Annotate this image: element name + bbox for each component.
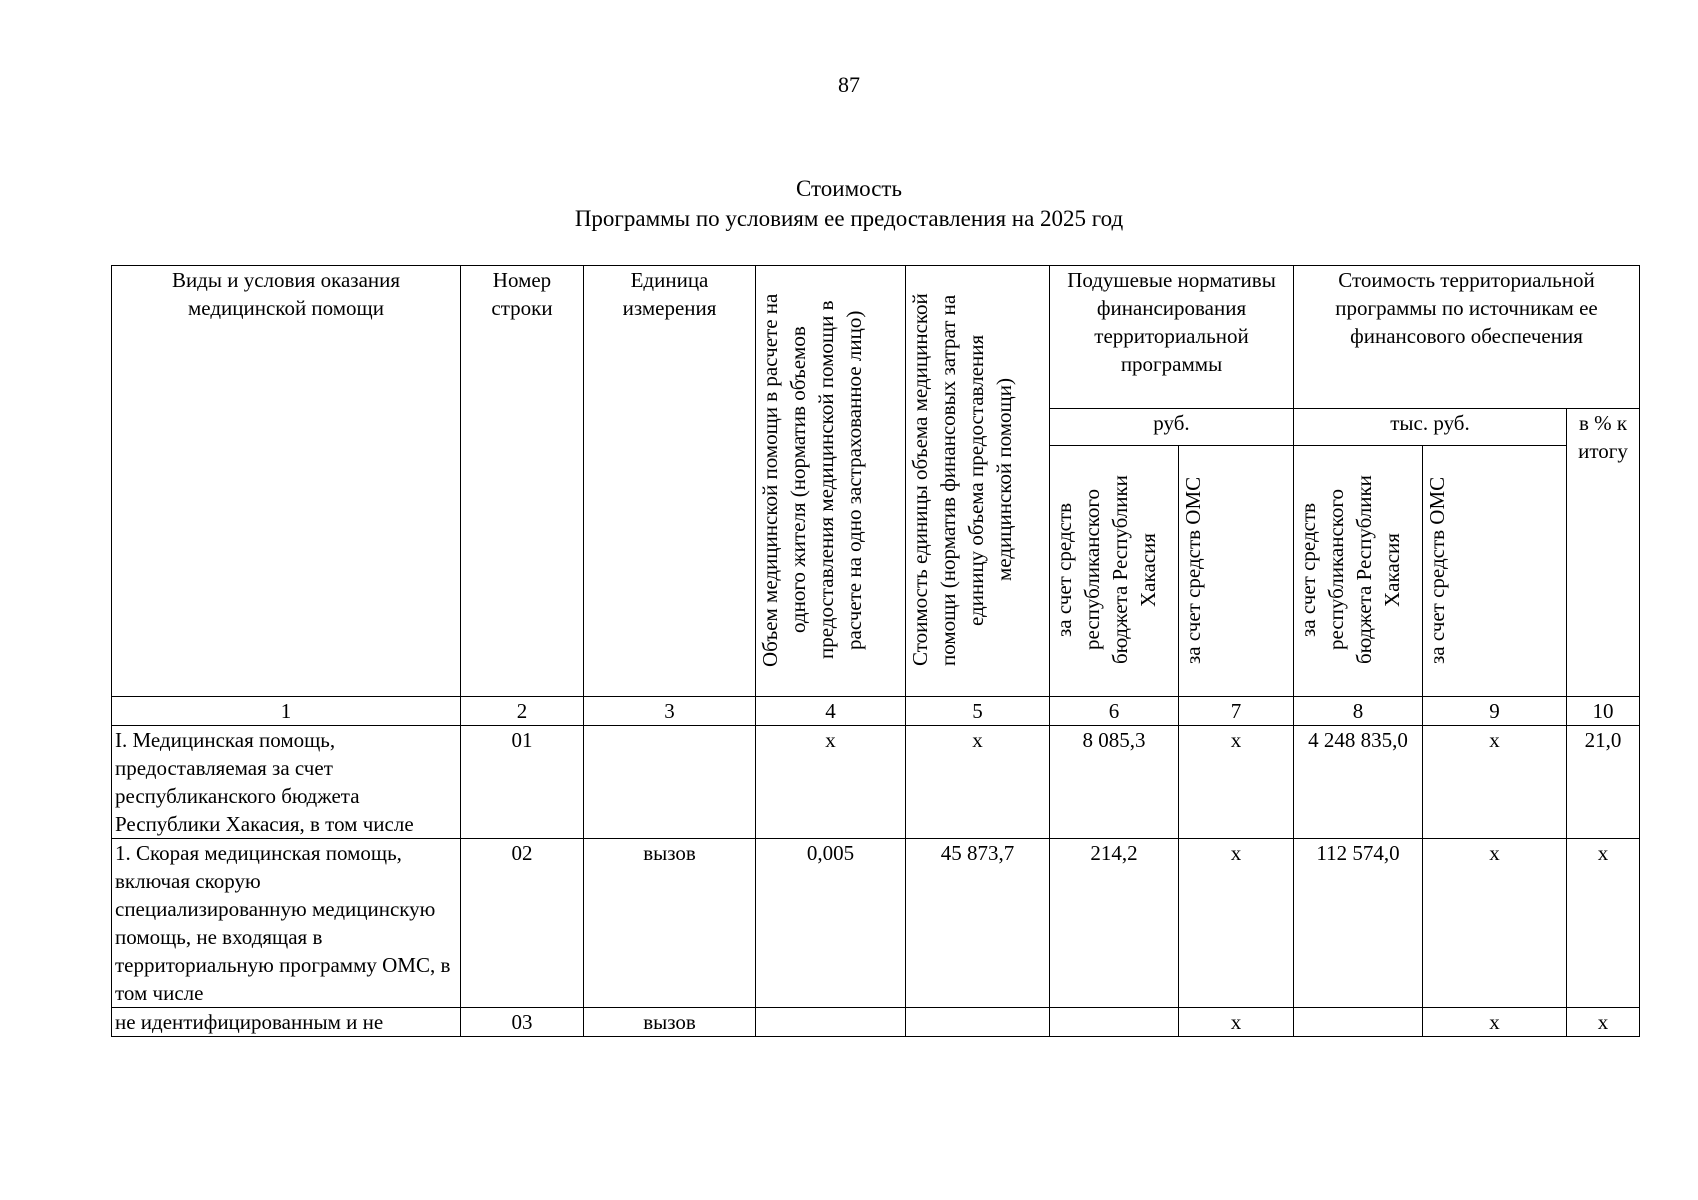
header-group-per-capita: Подушевые нормативы финансирования территориальной программы	[1050, 266, 1294, 409]
header-col8-text: за счет средств республиканского бюджета Республики Хакасия	[1296, 475, 1404, 665]
row-cost-oms: х	[1423, 839, 1567, 1008]
row-per-capita-budget: 214,2	[1050, 839, 1179, 1008]
column-number: 7	[1179, 697, 1294, 726]
row-per-capita-oms: х	[1179, 726, 1294, 839]
row-per-capita-oms: х	[1179, 1008, 1294, 1037]
cost-table	[111, 265, 1640, 1037]
row-description: 1. Скорая медицинская помощь, включая скорую специализированную медицинскую помощь, не входящая в территориальную программу ОМС, в том числе	[112, 839, 461, 1008]
row-unit: вызов	[584, 839, 756, 1008]
row-percent: 21,0	[1567, 726, 1640, 839]
header-percent-of-total: в % к итогу	[1567, 409, 1640, 697]
header-col4	[756, 266, 906, 697]
header-group-cost: Стоимость территориальной программы по источникам ее финансового обеспечения	[1294, 266, 1640, 409]
row-number: 03	[461, 1008, 584, 1037]
row-cost-budget: 4 248 835,0	[1294, 726, 1423, 839]
header-col7-text: за счет средств ОМС	[1181, 476, 1205, 664]
column-number: 2	[461, 697, 584, 726]
column-number: 4	[756, 697, 906, 726]
header-unit-thousand-rub: тыс. руб.	[1294, 409, 1567, 446]
header-unit-rub: руб.	[1050, 409, 1294, 446]
column-number: 10	[1567, 697, 1640, 726]
row-per-capita-budget: 8 085,3	[1050, 726, 1179, 839]
header-col6-text: за счет средств республиканского бюджета Республики Хакасия	[1052, 475, 1160, 665]
column-number: 1	[112, 697, 461, 726]
column-number: 3	[584, 697, 756, 726]
header-col8	[1294, 446, 1423, 697]
document-title	[0, 174, 1698, 234]
row-cost-oms: х	[1423, 1008, 1567, 1037]
column-number-row	[112, 697, 1640, 726]
header-col2: Номер строки	[461, 266, 584, 697]
row-volume	[756, 1008, 906, 1037]
row-cost-oms: х	[1423, 726, 1567, 839]
row-per-capita-budget	[1050, 1008, 1179, 1037]
header-col7	[1179, 446, 1294, 697]
header-col9-text: за счет средств ОМС	[1425, 476, 1449, 664]
row-percent: х	[1567, 839, 1640, 1008]
column-number: 9	[1423, 697, 1567, 726]
header-col3: Единица измерения	[584, 266, 756, 697]
row-description: I. Медицинская помощь, предоставляемая за счет республиканского бюджета Республики Хакасия, в том числе	[112, 726, 461, 839]
row-percent: х	[1567, 1008, 1640, 1037]
row-unit-cost	[906, 1008, 1050, 1037]
row-unit-cost: х	[906, 726, 1050, 839]
row-volume: 0,005	[756, 839, 906, 1008]
table-row	[112, 726, 1640, 839]
row-unit: вызов	[584, 1008, 756, 1037]
row-number: 01	[461, 726, 584, 839]
column-number: 6	[1050, 697, 1179, 726]
row-unit	[584, 726, 756, 839]
table-row	[112, 839, 1640, 1008]
header-col4-text: Объем медицинской помощи в расчете на одного жителя (норматив объемов предоставления медицинской помощи в расчете на одно застрахованное лицо)	[758, 293, 866, 667]
row-per-capita-oms: х	[1179, 839, 1294, 1008]
title-line-2: Программы по условиям ее предоставления на 2025 год	[574, 206, 1124, 231]
row-unit-cost: 45 873,7	[906, 839, 1050, 1008]
table-row	[112, 1008, 1640, 1037]
row-cost-budget	[1294, 1008, 1423, 1037]
column-number: 5	[906, 697, 1050, 726]
column-number: 8	[1294, 697, 1423, 726]
header-col5-text: Стоимость единицы объема медицинской помощи (норматив финансовых затрат на единицу объема предоставления медицинской помощи)	[908, 293, 1016, 667]
title-line-1: Стоимость	[796, 176, 902, 201]
row-cost-budget: 112 574,0	[1294, 839, 1423, 1008]
header-col9	[1423, 446, 1567, 697]
header-col6	[1050, 446, 1179, 697]
row-volume: х	[756, 726, 906, 839]
header-row-1	[112, 266, 1640, 409]
row-number: 02	[461, 839, 584, 1008]
row-description: не идентифицированным и не	[112, 1008, 461, 1037]
header-col5	[906, 266, 1050, 697]
page-number: 87	[838, 72, 860, 97]
header-col1: Виды и условия оказания медицинской помощи	[112, 266, 461, 697]
